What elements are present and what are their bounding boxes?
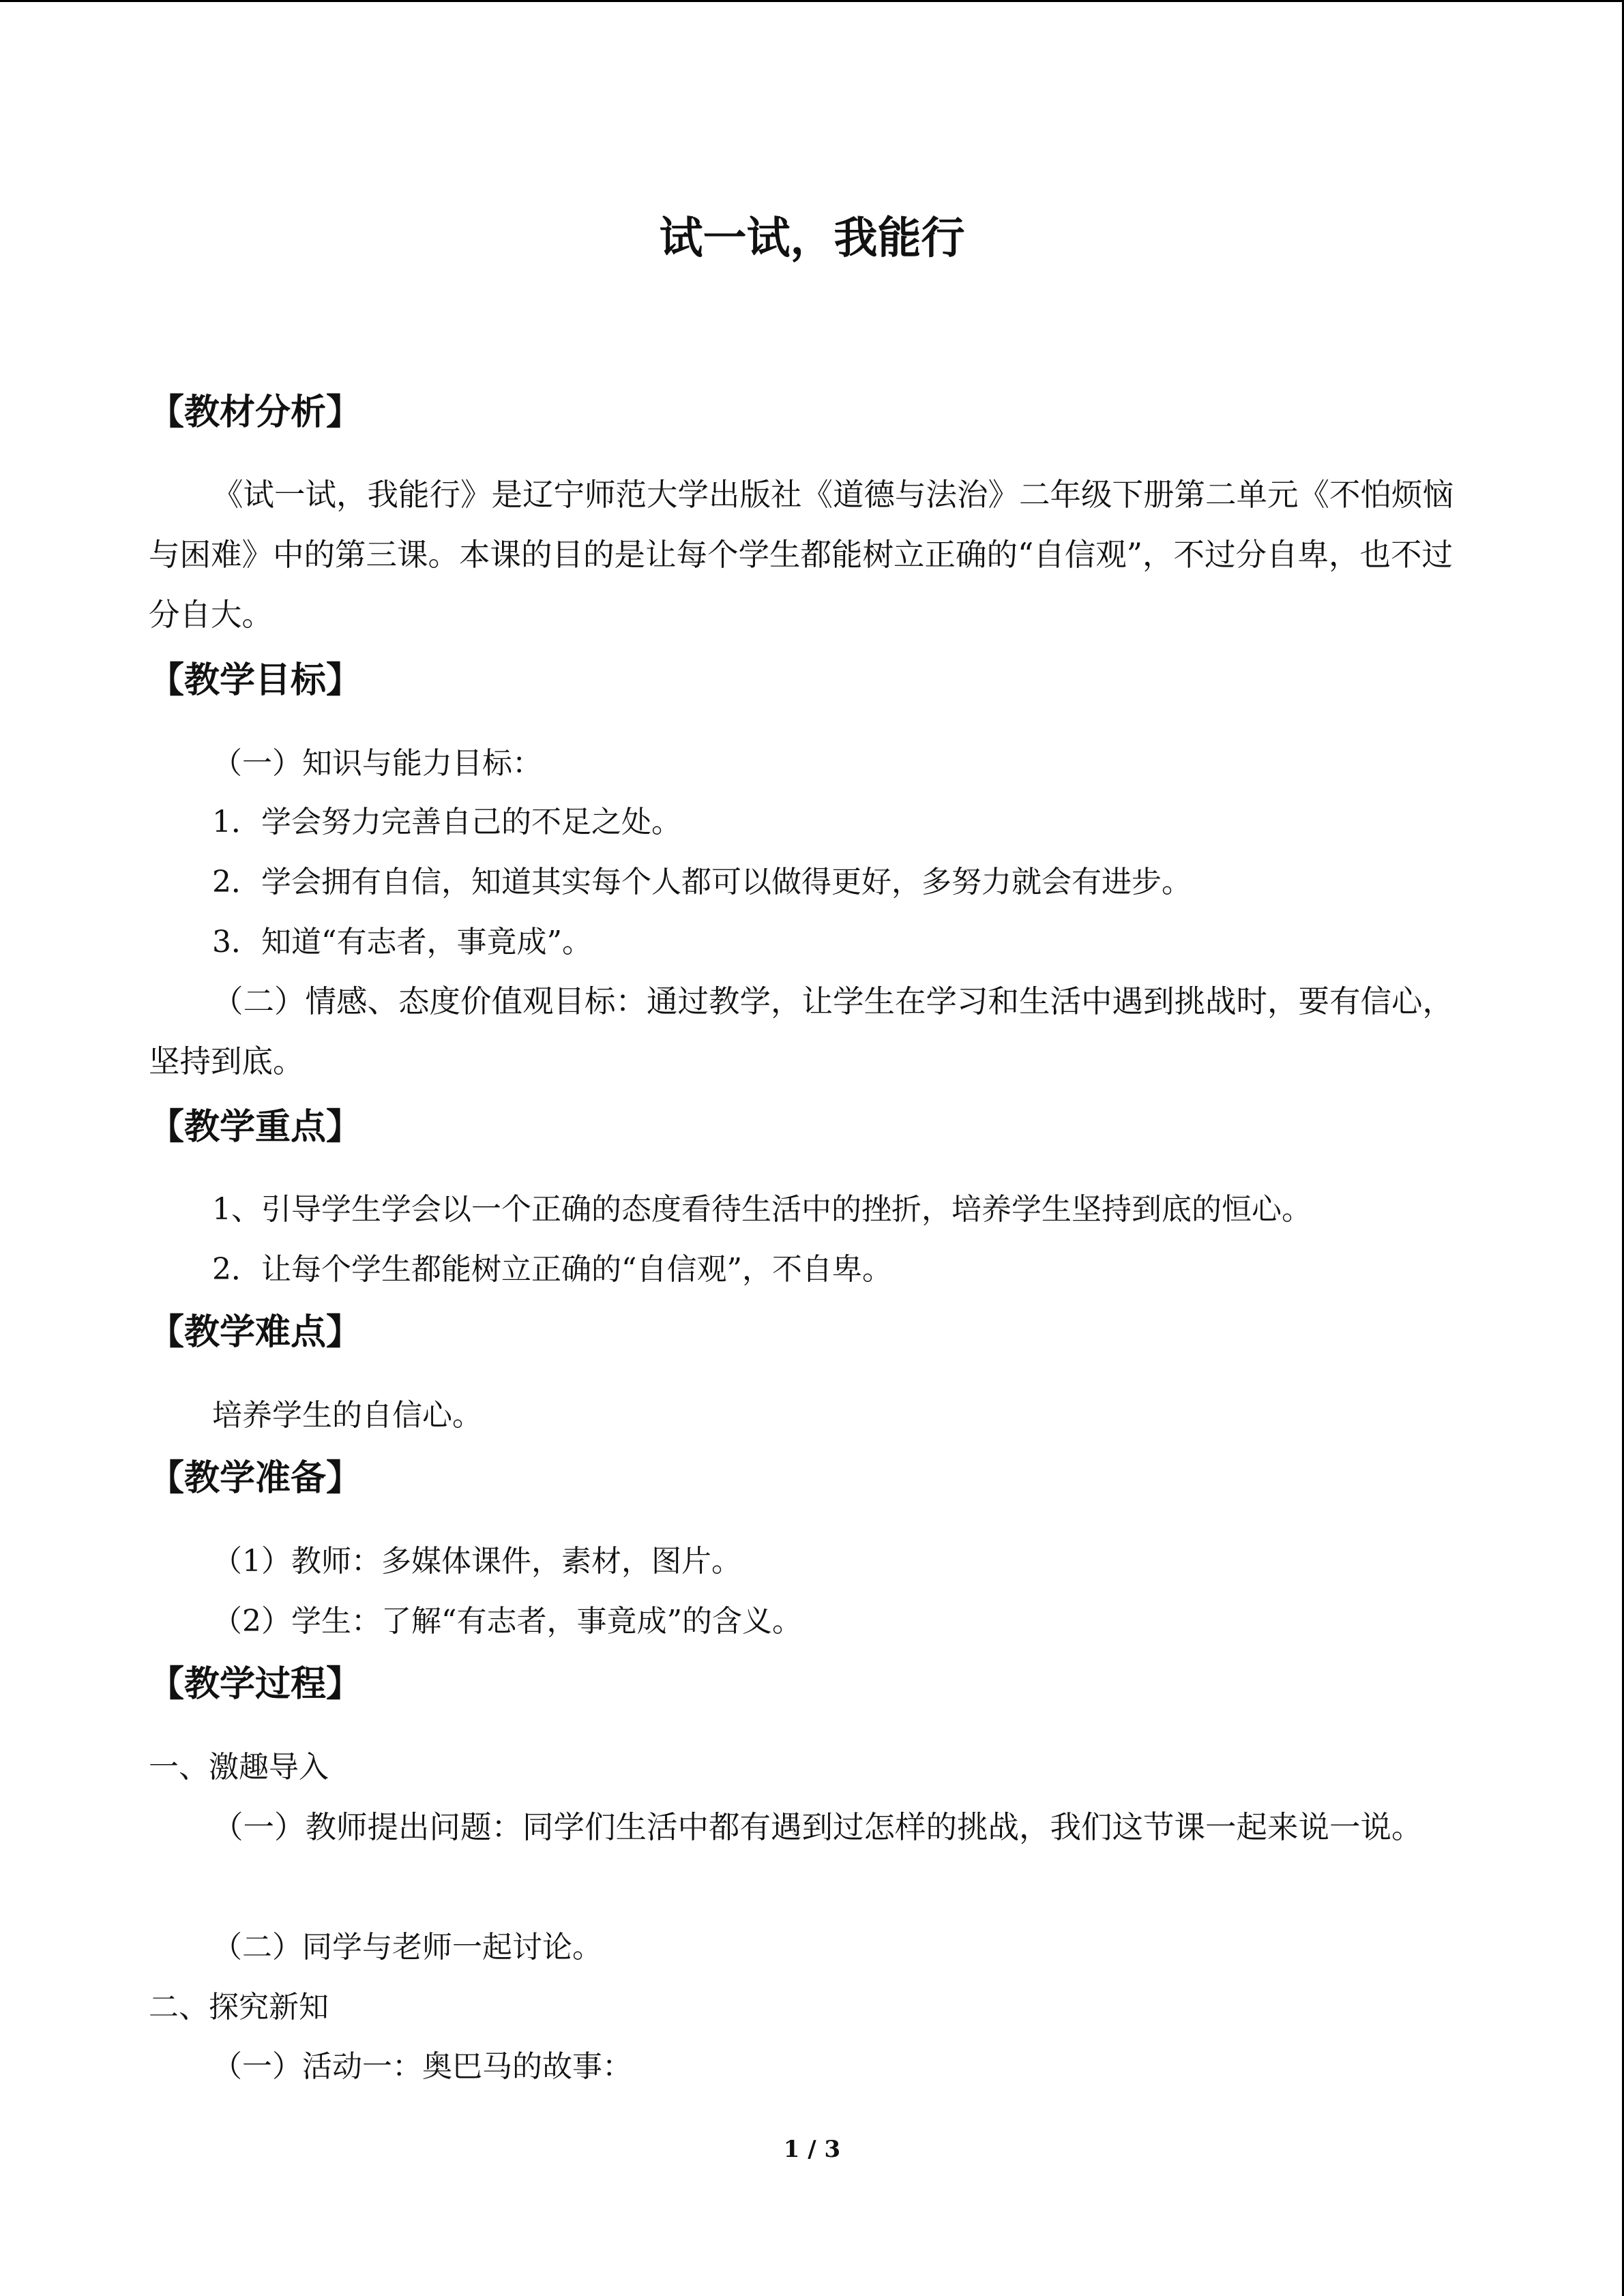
goal-item: 2．学会拥有自信，知道其实每个人都可以做得更好，多努力就会有进步。 — [212, 865, 1192, 899]
heading-process: 【教学过程】 — [149, 1664, 362, 1705]
goal-item: 3．知道“有志者，事竟成”。 — [212, 925, 592, 959]
heading-preparation: 【教学准备】 — [149, 1458, 362, 1499]
process-substep: （一）活动一：奥巴马的故事： — [212, 2049, 632, 2084]
key-point-item: 2．让每个学生都能树立正确的“自信观”，不自卑。 — [212, 1252, 892, 1287]
page-border — [0, 0, 1624, 2]
goal-subheading-knowledge: （一）知识与能力目标： — [212, 746, 542, 781]
preparation-item: （1）教师：多媒体课件，素材，图片。 — [212, 1544, 741, 1579]
heading-teaching-goals: 【教学目标】 — [149, 660, 362, 701]
process-step: 一、激趣导入 — [149, 1750, 329, 1785]
heading-material-analysis: 【教材分析】 — [149, 392, 362, 433]
document-title: 试一试，我能行 — [659, 213, 965, 264]
process-step: 二、探究新知 — [149, 1990, 329, 2025]
goal-item: 1．学会努力完善自己的不足之处。 — [212, 805, 681, 839]
heading-difficulties: 【教学难点】 — [149, 1312, 362, 1353]
goal-subheading-emotion: （二）情感、态度价值观目标：通过教学，让学生在学习和生活中遇到挑战时，要有信心，坚持到底。 — [149, 983, 1454, 1079]
analysis-paragraph: 《试一试，我能行》是辽宁师范大学出版社《道德与法治》二年级下册第二单元《不怕烦恼与困难》中的第三课。本课的目的是让每个学生都能树立正确的“自信观”，不过分自卑，也不过分自大。 — [149, 477, 1454, 633]
page-number: 1 / 3 — [783, 2136, 841, 2163]
heading-key-points: 【教学重点】 — [149, 1107, 362, 1148]
process-substep: （一）教师提出问题：同学们生活中都有遇到过怎样的挑战，我们这节课一起来说一说。 — [212, 1809, 1423, 1845]
preparation-item: （2）学生：了解“有志者，事竟成”的含义。 — [212, 1604, 802, 1639]
key-point-item: 1、引导学生学会以一个正确的态度看待生活中的挫折，培养学生坚持到底的恒心。 — [212, 1192, 1312, 1227]
difficulty-item: 培养学生的自信心。 — [212, 1398, 482, 1433]
process-substep: （二）同学与老师一起讨论。 — [212, 1930, 602, 1965]
